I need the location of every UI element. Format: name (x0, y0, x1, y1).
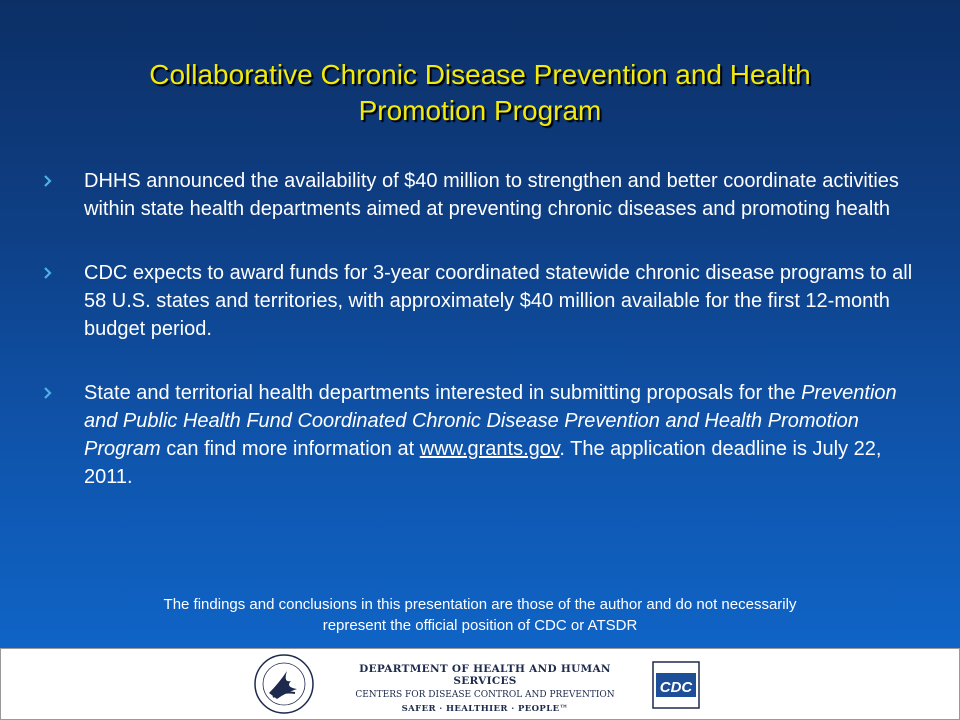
disclaimer-line-2: represent the official position of CDC or ATSDR (322, 617, 638, 634)
bullet-item-3 (36, 379, 916, 491)
disclaimer (60, 594, 900, 636)
disclaimer-line-1: The findings and conclusions in this presentation are those of the author and do not necessarily (163, 596, 797, 613)
footer-line-2: CENTERS FOR DISEASE CONTROL AND PREVENTION (355, 690, 615, 700)
chevron-right-icon (42, 264, 54, 282)
title-line-2: Promotion Program (358, 94, 602, 126)
cdc-logo-icon (652, 661, 700, 709)
cdc-logo-text: CDC (659, 679, 693, 696)
bullet-text-1: DHHS announced the availability of $40 million to strengthen and better coordinate activities within state health departments aimed at preventing chronic diseases and promoting health (84, 170, 899, 220)
program-name: Prevention and Public Health Fund Coordinated Chronic Disease Prevention and Health Promotion Program (84, 382, 897, 460)
hhs-seal-icon (253, 653, 315, 715)
grants-gov-link[interactable]: www.grants.gov (419, 438, 560, 460)
bullet-text-3c: . The application deadline is July 22, 2011. (84, 438, 882, 488)
title-line-1: Collaborative Chronic Disease Prevention and Health (149, 58, 811, 90)
bullet-text-3b: can find more information at (160, 438, 420, 460)
bullet-text-2: CDC expects to award funds for 3-year coordinated statewide chronic disease programs to all 58 U.S. states and territories, with approximately $40 million available for the first 12-month budget period. (84, 262, 913, 340)
chevron-right-icon (42, 384, 54, 402)
bullet-text-3a: State and territorial health departments interested in submitting proposals for the (84, 382, 802, 404)
slide-title (60, 57, 900, 129)
bullet-list (36, 167, 916, 527)
footer-text-block (343, 663, 627, 714)
footer-bar (0, 648, 960, 720)
bullet-item-2 (36, 259, 916, 343)
bullet-item-1 (36, 167, 916, 223)
footer-line-1: DEPARTMENT OF HEALTH AND HUMAN SERVICES (359, 663, 611, 687)
chevron-right-icon (42, 172, 54, 190)
footer-line-3: SAFER · HEALTHIER · PEOPLE™ (401, 704, 569, 714)
